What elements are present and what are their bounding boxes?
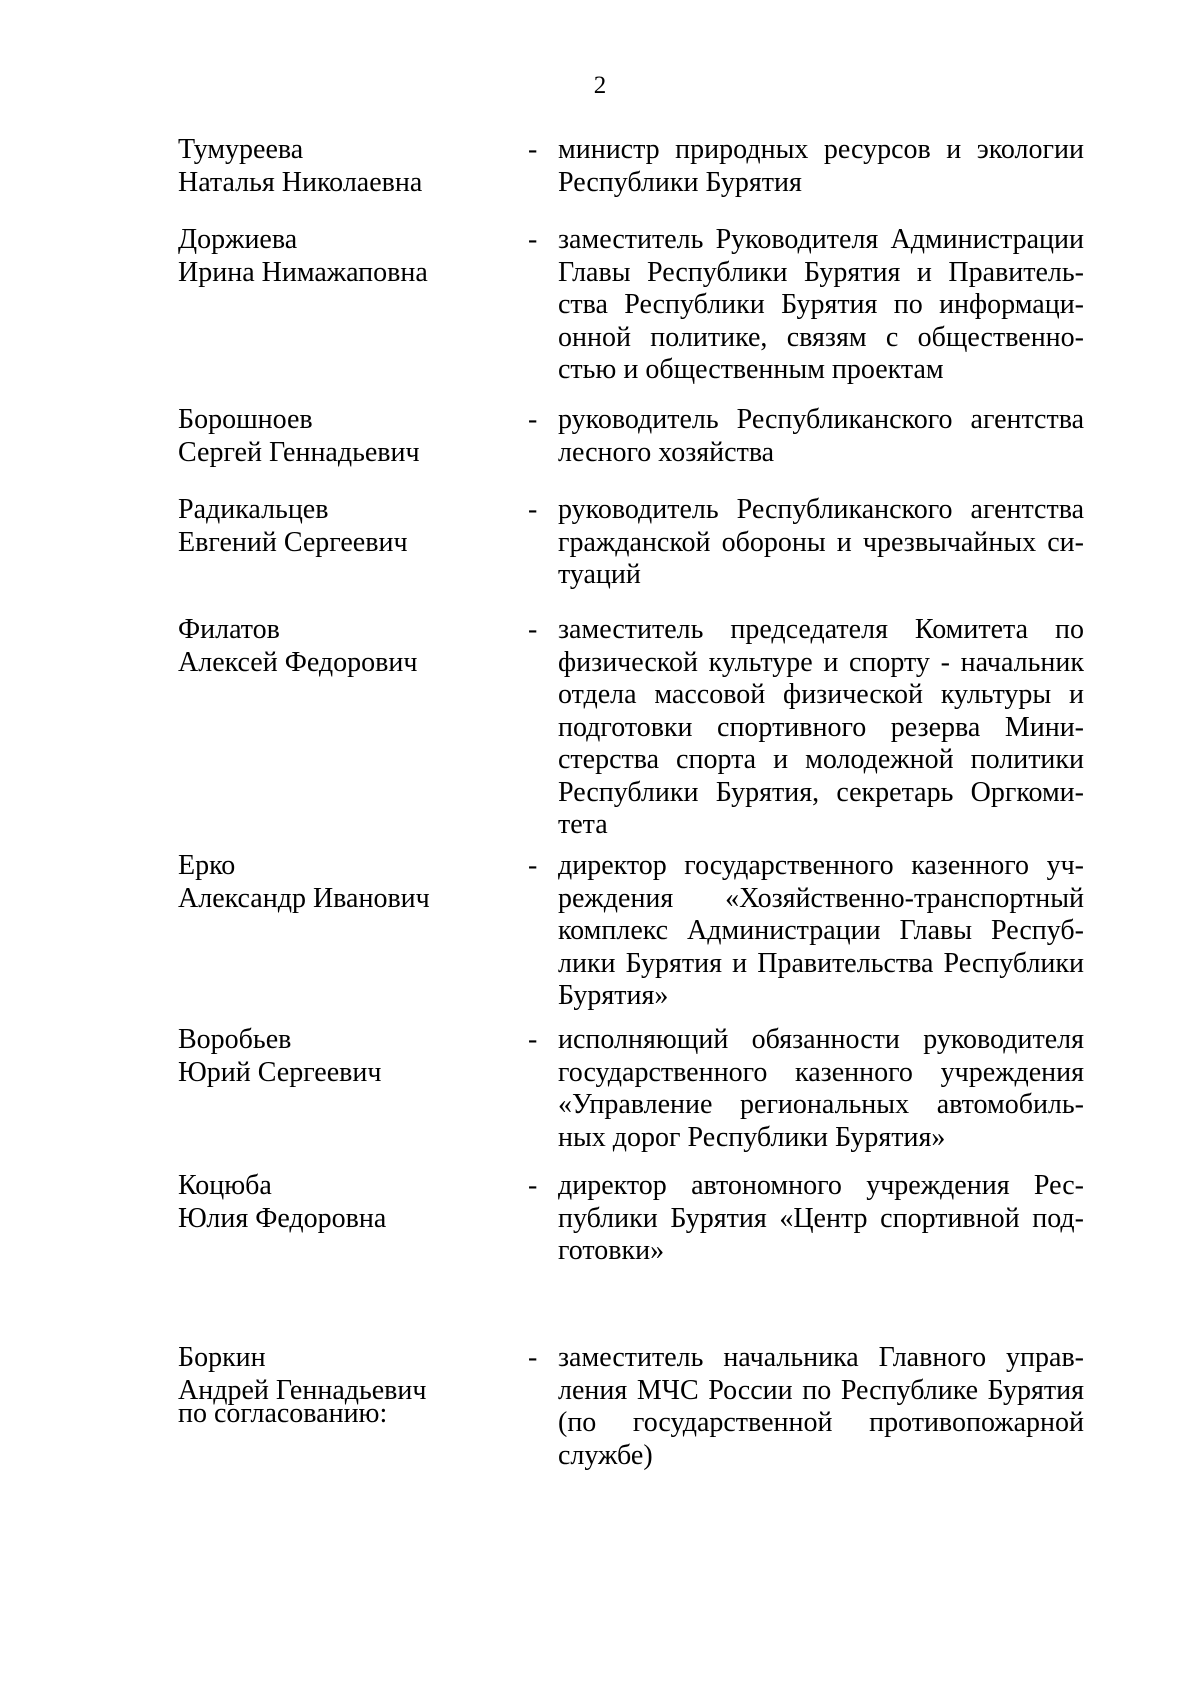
position-line: отдела массовой физической культуры и xyxy=(558,679,1084,710)
position-line: государственного казенного учреждения xyxy=(558,1056,1084,1088)
position-line: лики Бурятия и Правительства Республики xyxy=(558,947,1084,979)
entry-dash: - xyxy=(528,614,538,645)
position-line: Республики Бурятия, секретарь Оргкоми- xyxy=(558,776,1084,808)
entry-dash: - xyxy=(528,1342,538,1373)
entry-dash: - xyxy=(528,1170,538,1201)
member-given-names: Алексей Федорович xyxy=(178,646,418,678)
position-line: туаций xyxy=(558,559,641,590)
position-line: (по государственной противопожарной xyxy=(558,1407,1084,1438)
member-given-names: Юлия Федоровна xyxy=(178,1202,387,1234)
member-name xyxy=(178,404,508,469)
member-name xyxy=(178,494,508,559)
position-line: заместитель Руководителя Администрации xyxy=(558,224,1084,255)
member-position xyxy=(558,614,1084,842)
member-surname: Доржиева xyxy=(178,224,298,255)
position-line: ства Республики Бурятия по информаци- xyxy=(558,289,1084,320)
member-given-names: Евгений Сергеевич xyxy=(178,526,408,558)
member-position xyxy=(558,1024,1084,1154)
position-line: заместитель начальника Главного управ- xyxy=(558,1342,1084,1373)
member-given-names: Наталья Николаевна xyxy=(178,166,423,198)
position-line: реждения «Хозяйственно-транспортный xyxy=(558,882,1084,914)
member-given-names: Ирина Нимажаповна xyxy=(178,256,428,288)
member-name xyxy=(178,1024,508,1089)
position-line: подготовки спортивного резерва Мини- xyxy=(558,711,1084,743)
position-line: руководитель Республиканского агентства xyxy=(558,494,1084,525)
member-name xyxy=(178,614,508,679)
member-name xyxy=(178,850,508,915)
member-position xyxy=(558,224,1084,387)
position-line: Бурятия» xyxy=(558,980,669,1011)
position-line: онной политике, связям с общественно- xyxy=(558,321,1084,353)
member-surname: Тумуреева xyxy=(178,134,304,165)
member-surname: Филатов xyxy=(178,614,280,645)
entry-dash: - xyxy=(528,134,538,165)
position-line: исполняющий обязанности руководителя xyxy=(558,1024,1084,1055)
member-given-names: Андрей Геннадьевич xyxy=(178,1374,427,1406)
position-line: директор автономного учреждения Рес- xyxy=(558,1170,1084,1201)
position-line: службе) xyxy=(558,1439,653,1471)
position-line: заместитель председателя Комитета по xyxy=(558,614,1084,645)
position-line: физической культуре и спорту - начальник xyxy=(558,646,1084,678)
member-name xyxy=(178,224,508,289)
member-surname: Коцюба xyxy=(178,1170,272,1201)
position-line: публики Бурятия «Центр спортивной под- xyxy=(558,1202,1084,1234)
position-line: ных дорог Республики Бурятия» xyxy=(558,1121,946,1153)
member-name xyxy=(178,1170,508,1235)
position-line: стью и общественным проектам xyxy=(558,354,944,385)
position-line: стерства спорта и молодежной политики xyxy=(558,744,1084,775)
position-line: руководитель Республиканского агентства xyxy=(558,404,1084,435)
entry-dash: - xyxy=(528,494,538,525)
member-position xyxy=(558,134,1084,199)
position-line: гражданской обороны и чрезвычайных си- xyxy=(558,526,1084,558)
member-name xyxy=(178,134,508,199)
position-line: директор государственного казенного уч- xyxy=(558,850,1084,881)
member-given-names: Александр Иванович xyxy=(178,882,430,914)
member-surname: Воробьев xyxy=(178,1024,292,1055)
entry-dash: - xyxy=(528,1024,538,1055)
member-position xyxy=(558,850,1084,1013)
member-given-names: Юрий Сергеевич xyxy=(178,1056,382,1088)
position-line: комплекс Администрации Главы Респуб- xyxy=(558,915,1084,946)
member-position xyxy=(558,404,1084,469)
position-line: готовки» xyxy=(558,1235,665,1266)
member-position xyxy=(558,1170,1084,1268)
member-position xyxy=(558,1342,1084,1472)
member-position xyxy=(558,494,1084,592)
member-given-names: Сергей Геннадьевич xyxy=(178,436,420,468)
position-line: министр природных ресурсов и экологии xyxy=(558,134,1084,165)
member-surname: Борошноев xyxy=(178,404,313,435)
position-line: тета xyxy=(558,809,608,840)
agreement-section-label: по согласованию: xyxy=(178,1398,388,1429)
position-line: «Управление региональных автомобиль- xyxy=(558,1089,1084,1120)
member-surname: Радикальцев xyxy=(178,494,329,525)
member-surname: Ерко xyxy=(178,850,236,881)
position-line: лесного хозяйства xyxy=(558,436,775,468)
position-line: Республики Бурятия xyxy=(558,166,802,198)
member-surname: Боркин xyxy=(178,1342,266,1373)
page-number: 2 xyxy=(593,72,607,99)
position-line: ления МЧС России по Республике Бурятия xyxy=(558,1374,1084,1406)
entry-dash: - xyxy=(528,224,538,255)
entry-dash: - xyxy=(528,850,538,881)
position-line: Главы Республики Бурятия и Правитель- xyxy=(558,256,1084,288)
entry-dash: - xyxy=(528,404,538,435)
